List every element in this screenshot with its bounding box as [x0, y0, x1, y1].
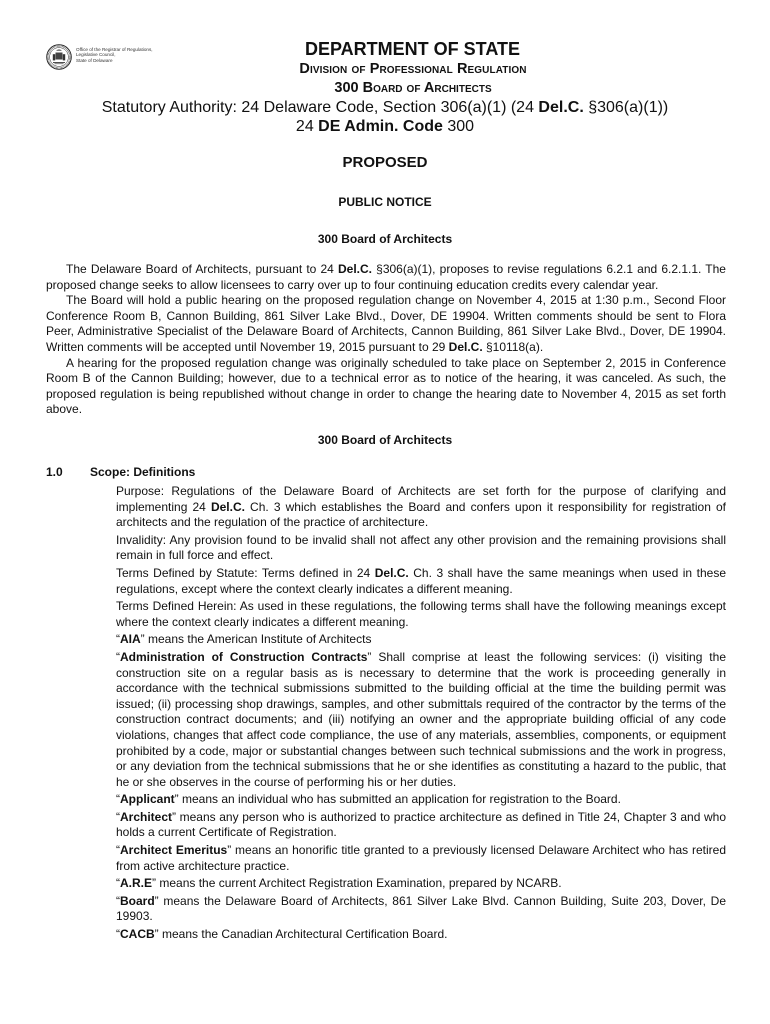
- definition-architect-emeritus: “Architect Emeritus” means an honorific title granted to a previously licensed Delaware Architect who has retired from active architecture practice.: [116, 843, 726, 873]
- notice-paragraph: A hearing for the proposed regulation change was originally scheduled to take place on September 2, 2015 in Conference Room B of the Cannon Building; however, due to a technical error as to notice of the hearing, it was canceled. As such, the proposed regulation is being republished without change in order to change the hearing date to November 4, 2015 as set forth above.: [46, 355, 726, 417]
- admin-code: 24 DE Admin. Code 300: [295, 118, 475, 135]
- statutory-authority: Statutory Authority: 24 Delaware Code, Section 306(a)(1) (24 Del.C. §306(a)(1)): [101, 99, 669, 116]
- notice-body: [46, 262, 726, 418]
- board-heading-notice: 300 Board of Architects: [317, 232, 453, 246]
- definition-cacb: “CACB” means the Canadian Architectural Certification Board.: [116, 927, 448, 942]
- division-title: Division of Professional Regulation: [299, 61, 527, 77]
- public-notice-heading: PUBLIC NOTICE: [338, 195, 432, 209]
- section-heading: [46, 464, 726, 480]
- definition-are: “A.R.E” means the current Architect Registration Examination, prepared by NCARB.: [116, 876, 562, 891]
- section-number: 1.0: [46, 465, 63, 479]
- definition-aia: “AIA” means the American Institute of Architects: [116, 632, 372, 647]
- board-heading-regulation: 300 Board of Architects: [317, 433, 453, 447]
- section-title: Scope: Definitions: [90, 465, 196, 479]
- notice-paragraph: The Delaware Board of Architects, pursuant to 24 Del.C. §306(a)(1), proposes to revise regulations 6.2.1 and 6.2.1.1. The proposed change seeks to allow licensees to carry over up to four continuing education credits every calendar year.: [46, 262, 726, 292]
- department-title: DEPARTMENT OF STATE: [305, 39, 520, 59]
- registrar-line-1: Office of the Registrar of Regulations,: [76, 47, 153, 52]
- registrar-line-3: State of Delaware: [76, 57, 113, 63]
- definition-administration: “Administration of Construction Contracts” Shall comprise at least the following services: (i) visiting the construction site on a regular basis as is necessary to determine that the work is proceeding generally in accordance with the technical submissions submitted to the building official at the time the building permit was issued; (ii) processing shop drawings, samples, and other submittals required of the contractor by the terms of the construction contract documents; and (iii) notifying an owner and the appropriate building official of any code violations, changes that affect code compliance, the use of any materials, assemblies, components, or equipment prohibited by a code, major or substantial changes between such technical submissions and the work in progress, or any deviation from the technical submissions that he or she identifies as constituting a hazard to the public, that he or she observes in the course of performing his or her duties.: [116, 649, 726, 789]
- definition-applicant: “Applicant” means an individual who has submitted an application for registration to the Board.: [116, 792, 621, 807]
- definition-board: “Board” means the Delaware Board of Architects, 861 Silver Lake Blvd. Cannon Building, Suite 203, Dover, De 19903.: [116, 893, 726, 924]
- notice-paragraph: The Board will hold a public hearing on the proposed regulation change on November 4, 2015 at 1:30 p.m., Second Floor Conference Room B, Cannon Building, 861 Silver Lake Blvd., Dover, DE 19904. Written comments should be sent to Flora Peer, Administrative Specialist of the Delaware Board of Architects, Cannon Building, 861 Silver Lake Blvd., Dover, DE 19904. Written comments will be accepted until November 19, 2015 pursuant to 29 Del.C. §10118(a).: [46, 293, 726, 354]
- statute-terms-paragraph: Terms Defined by Statute: Terms defined in 24 Del.C. Ch. 3 shall have the same meanings when used in these regulations, except where the context clearly indicates a different meaning.: [116, 565, 726, 596]
- definitions-list: [116, 484, 726, 945]
- document-header: [0, 38, 770, 137]
- defined-herein-paragraph: Terms Defined Herein: As used in these regulations, the following terms shall have the following meanings except where the context clearly indicates a different meaning.: [116, 599, 726, 629]
- registrar-line-2: Legislative Council,: [76, 52, 116, 58]
- proposed-heading: PROPOSED: [342, 154, 428, 171]
- definition-architect: “Architect” means any person who is authorized to practice architecture as defined in Title 24, Chapter 3 and who holds a current Certificate of Registration.: [116, 809, 726, 840]
- invalidity-paragraph: Invalidity: Any provision found to be invalid shall not affect any other provision and the remaining provisions shall remain in full force and effect.: [116, 532, 726, 563]
- board-title: 300 Board of Architects: [334, 80, 492, 96]
- purpose-paragraph: Purpose: Regulations of the Delaware Board of Architects are set forth for the purpose of clarifying and implementing 24 Del.C. Ch. 3 which establishes the Board and confers upon it responsibility for registration of architects and the regulation of the practice of architecture.: [116, 484, 726, 530]
